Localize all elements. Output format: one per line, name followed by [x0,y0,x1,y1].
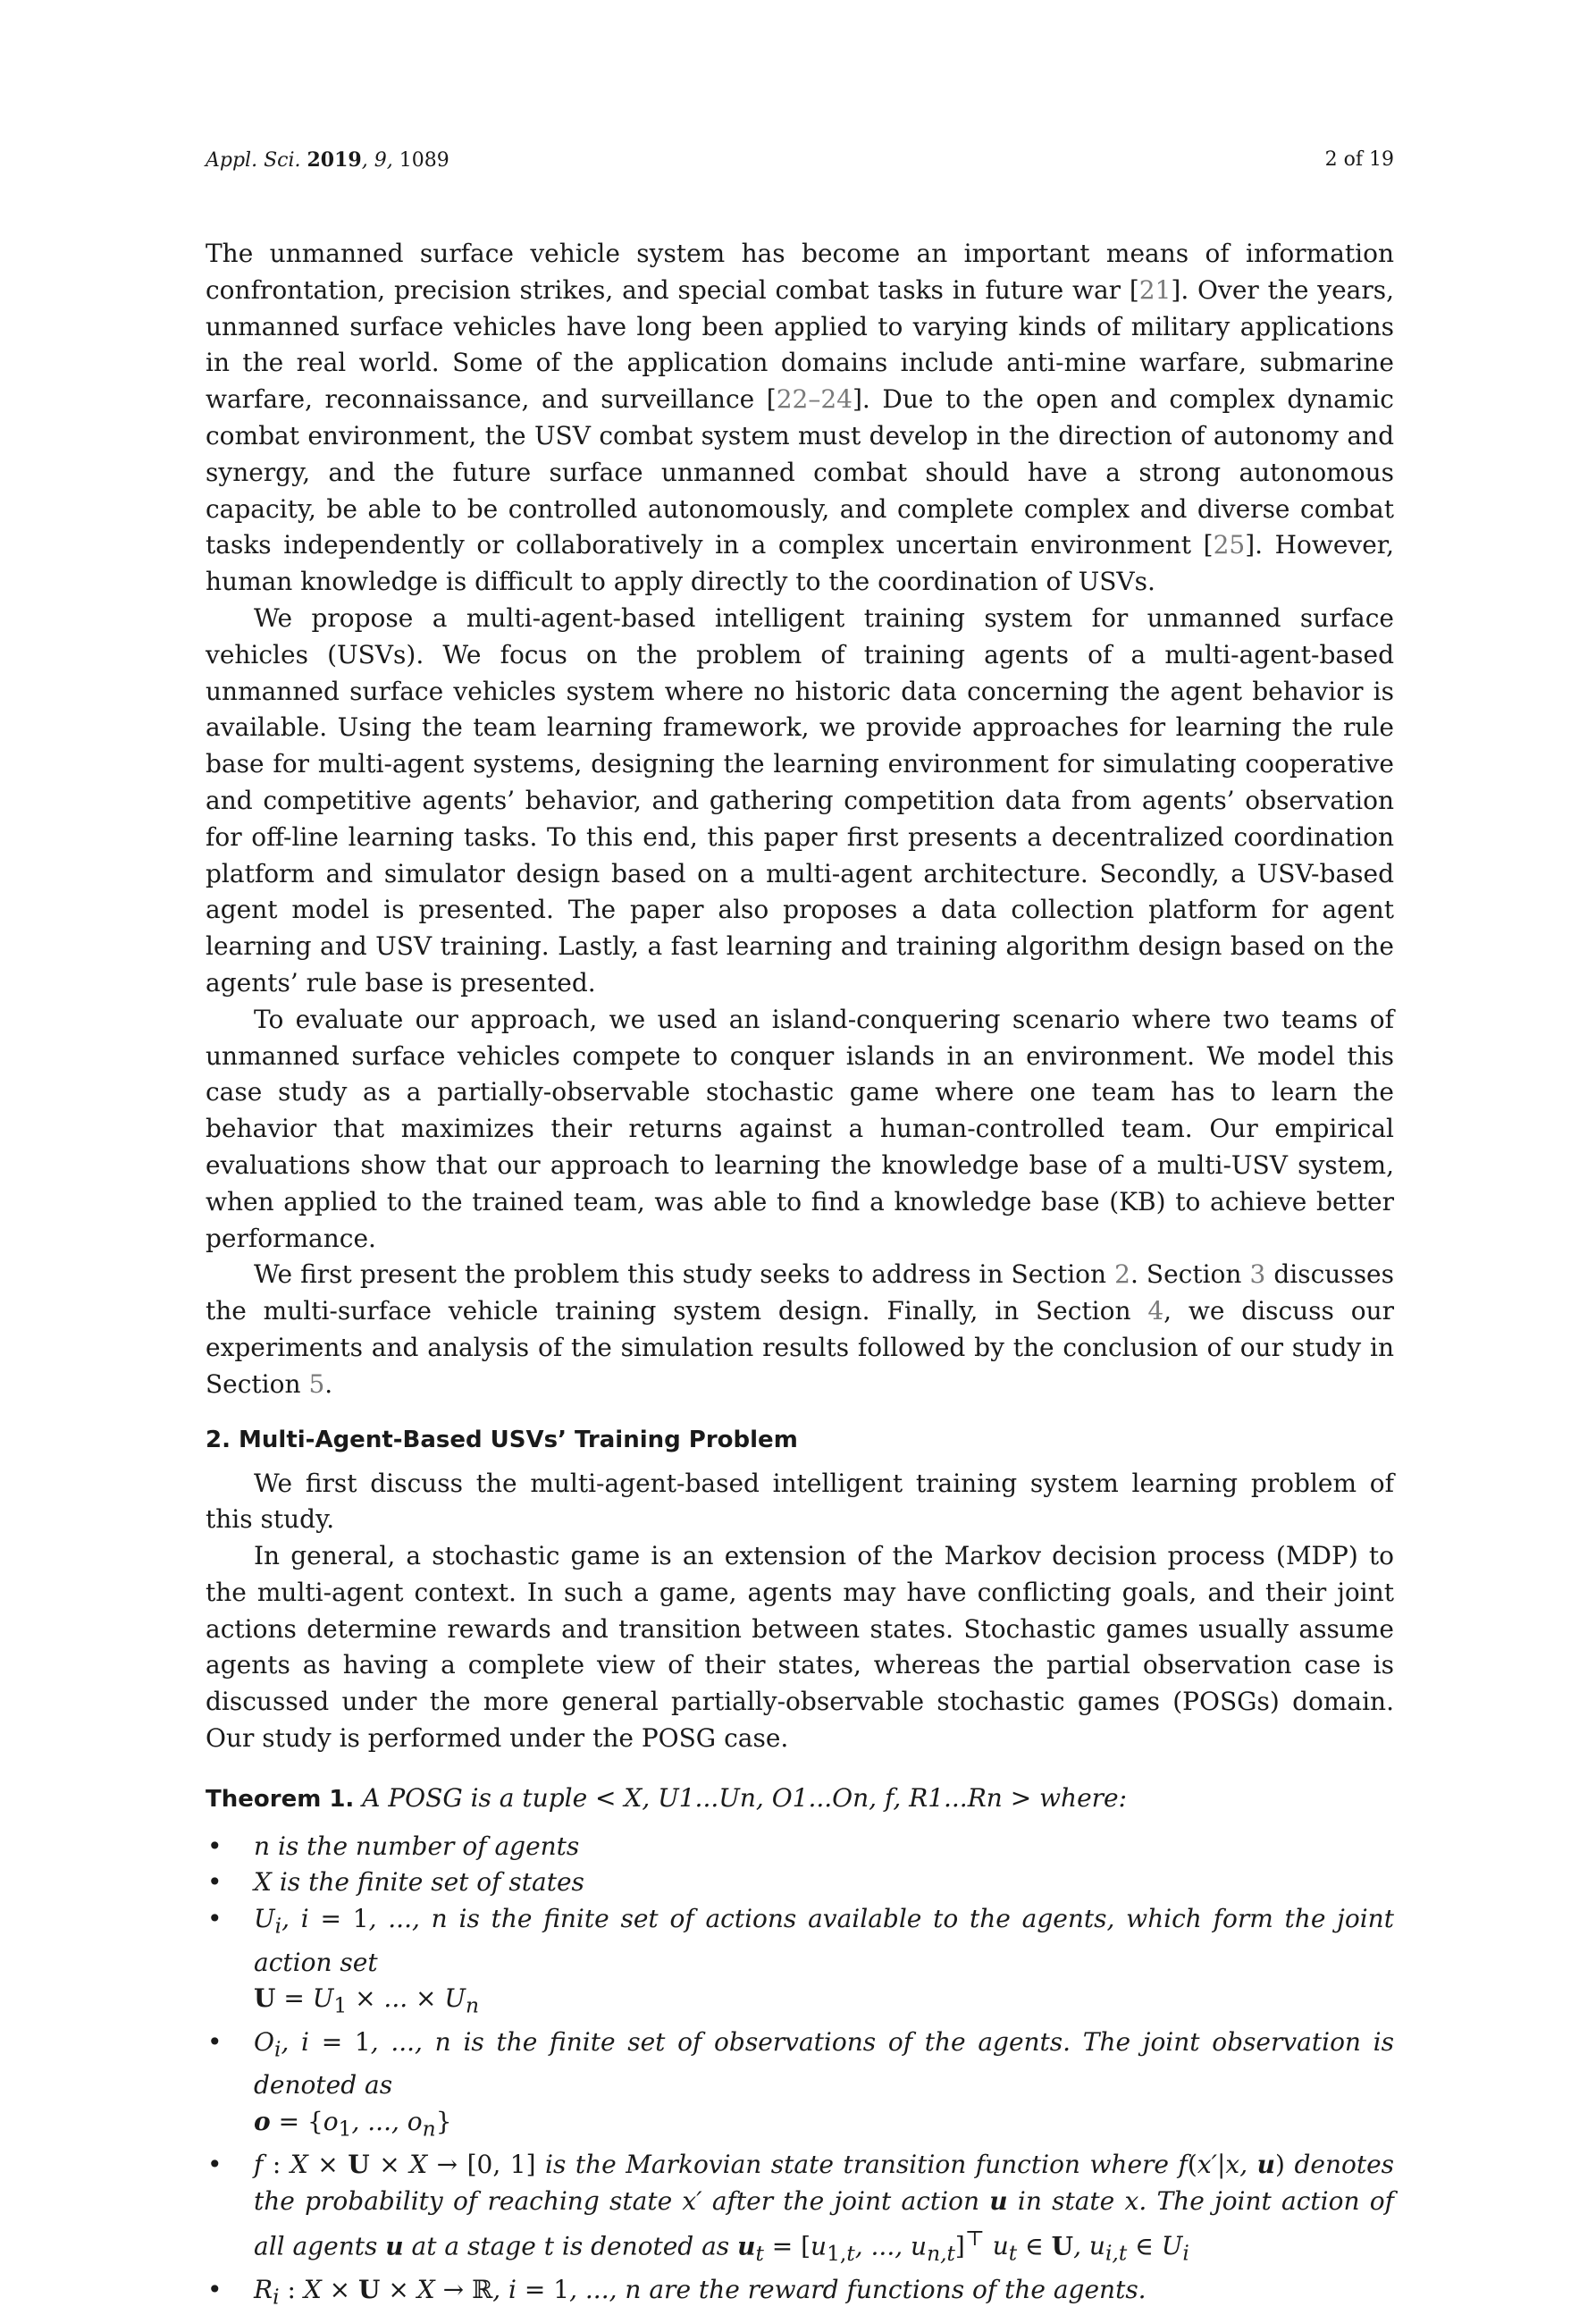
section2-paragraph-2: In general, a stochastic game is an extension of the Markov decision process (MDP) to the multi-agent context. In such a game, agents may have conflicting goals, and their joint actions determine rewards and transition between states. Stochastic games usually assume agents as having a complete view of their states, whereas the partial observation case is discussed under the more general partially-observable stochastic games (POSGs) domain. Our study is performed under the POSG case. [206,1541,1394,1754]
article-number: 1089 [399,149,449,172]
section-link[interactable]: 2 [1114,1259,1130,1290]
theorem-where: where: [1039,1782,1128,1813]
intro-paragraph-2: We propose a multi-agent-based intelligent training system for unmanned surface vehicles (USVs). We focus on the problem of training agents of a multi-agent-based unmanned surface vehicles system where no historic data concerning the agent behavior is available. Using the team learning framework, we provide approaches for learning the rule base for multi-agent systems, designing the learning environment for simulating cooperative and competitive agents’ behavior, and gathering competition data from agents’ observation for off-line learning tasks. To this end, this paper first presents a decentralized coordination platform and simulator design based on a multi-agent architecture. Secondly, a USV-based agent model is presented. The paper also proposes a data collection platform for agent learning and USV training. Lastly, a fast learning and training algorithm design based on the agents’ rule base is presented. [206,602,1394,998]
section2-paragraph-1: We first discuss the multi-agent-based intelligent training system learning problem of this study. [206,1468,1394,1535]
bullet-icon: • [207,2274,223,2304]
page-number: 2 of 19 [1324,148,1394,171]
intro-paragraph-4: We first present the problem this study seeks to address in Section 2. Section 3 discusses the multi-surface vehicle training system design. Finally, in Section 4, we discuss our experiments and analysis of the simulation results followed by the conclusion of our study in Section 5. [206,1259,1394,1399]
list-item: • $O_i$, i = 1, ..., n is the finite set of observations of the agents. The joint observation is denoted as $o = \{o_1$, ..., $o_n$} [206,2025,1394,2148]
journal-citation: Appl. Sci. 2019, 9, 1089 [206,148,449,172]
theorem-label: Theorem 1. [206,1785,355,1813]
section-link[interactable]: 5 [308,1368,325,1399]
journal-year: 2019 [307,148,362,172]
page-body [206,236,1394,2315]
theorem-statement [206,1780,1394,1818]
theorem-tuple: < X, U1...Un, O1...On, f, R1...Rn > [595,1782,1032,1813]
list-item: • X is the finite set of states [206,1865,1394,1901]
intro-paragraph-3: To evaluate our approach, we used an island-conquering scenario where two teams of unmanned surface vehicles compete to conquer islands in an environment. We model this case study as a partially-observable stochastic game where one team has to learn the behavior that maximizes their returns against a human-controlled team. Our empirical evaluations show that our approach to learning the knowledge base of a multi-USV system, when applied to the trained team, was able to find a knowledge base (KB) to achieve better performance. [206,1004,1394,1253]
section-heading: 2. Multi-Agent-Based USVs’ Training Problem [206,1426,798,1453]
theorem-intro: A POSG is a tuple [362,1782,588,1813]
intro-paragraph-1: The unmanned surface vehicle system has become an important means of information confrontation, precision strikes, and special combat tasks in future war [21]. Over the years, unmanned surface vehicles have long been applied to varying kinds of military applications in the real world. Some of the application domains include anti-mine warfare, submarine warfare, reconnaissance, and surveillance [22–24]. Due to the open and complex dynamic combat environment, the USV combat system must develop in the direction of autonomy and synergy, and the future surface unmanned combat should have a strong autonomous capacity, be able to be controlled autonomously, and complete complex and diverse combat tasks independently or collaboratively in a complex uncertain environment [25]. However, human knowledge is difficult to apply directly to the coordination of USVs. [206,239,1395,597]
citation-link[interactable]: 21 [1138,274,1172,305]
bullet-icon: • [207,2026,223,2057]
journal-volume: 9 [374,149,387,172]
bullet-icon: • [207,1867,223,1898]
journal-name: Appl. Sci. [206,149,301,172]
section-link[interactable]: 3 [1249,1259,1266,1290]
list-item: • $U_i$, i = 1, ..., n is the finite set of actions available to the agents, which form the joint action set $U = U_1$ × ... × $U_n$ [206,1901,1394,2025]
theorem-definition-list [206,1829,1394,2315]
section-link[interactable]: 4 [1147,1296,1164,1326]
bullet-icon: • [207,2150,223,2180]
bullet-icon: • [207,1904,223,1934]
list-item: • n is the number of agents [206,1829,1394,1865]
list-item: • $R_i$ : X × U × X → ℝ, i = 1, ..., n are the reward functions of the agents. [206,2272,1394,2315]
list-item: • f : X × U × X → [0, 1] is the Markovian state transition function where f(x′|x, u) denotes the probability of reaching state x′ after the joint action u in state x. The joint action of all agents u at a stage t is denoted as $u_t = [u_{1,t}$, ..., $u_{n,t}]^⊤$ $u_t$ ∈ U, $u_{i,t}$ ∈ $U_i$ [206,2147,1394,2271]
citation-link[interactable]: 25 [1213,530,1246,560]
running-header [206,148,1394,184]
citation-link[interactable]: 22–24 [776,384,853,415]
bullet-icon: • [207,1831,223,1861]
